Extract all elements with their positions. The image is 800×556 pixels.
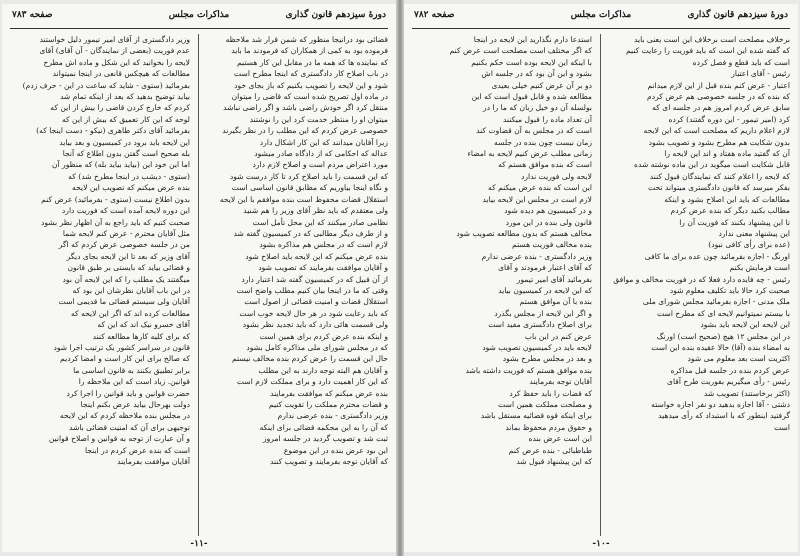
text-line: است که بنده عرض کردم در اینجا <box>84 445 190 455</box>
text-line: ثبت شد و تصویب گردید در جلسه امروز <box>262 434 388 444</box>
text-line: با اینکه این لایحه بوده است حکم بکنیم <box>471 57 592 67</box>
text-column-right <box>610 34 790 536</box>
text-line: بدون شکایت هم مطرح بشود و تصویب بشود <box>648 137 790 147</box>
text-line: (اکثر برخاستند) تصویب شد <box>703 388 790 398</box>
text-line: لازم است در مجلس این لایحه بیاید <box>482 194 592 204</box>
text-line: من در جلسه خصوصی عرض کردم که اگر <box>58 240 190 250</box>
text-line: برای اینکه قوه قضائیه مستقل باشد <box>480 411 592 421</box>
text-line: در این مجلس ۱۲ هیچ (صحیح است) اورنگ <box>656 331 790 341</box>
text-line: رئیس - رأی میگیریم بفوریت طرح آقای <box>667 377 790 387</box>
text-line: که آقایان توجه بفرمایند و تصویب کنند <box>270 457 388 467</box>
text-line: بنده عرض میکنم که تصویب این لایحه <box>72 183 190 193</box>
header-title: مذاکرات مجلس <box>570 10 632 20</box>
text-column-right <box>208 34 388 536</box>
text-line: این دوره لایحه آمده است که فوریت دارد <box>61 206 190 216</box>
page-header <box>414 10 788 26</box>
column-divider <box>600 34 601 536</box>
text-line: استدعا دارم نگذارید این لایحه در اینجا <box>473 35 592 44</box>
text-line: قابل شکایت است میگوید در این ماده نوشته شده <box>634 160 790 170</box>
text-line: و قضائی بیاید که بایستی بر طبق قانون <box>67 263 190 273</box>
text-line: که این لایحه در کمیسیون بیاید <box>498 285 592 295</box>
text-line: عدم فوریت (بعضی از نمایندگان - آن آقای) آقای <box>39 46 190 56</box>
text-line: مطالب بکنید دیگر که بنده عرض کردم <box>670 206 790 216</box>
text-line: دشتی - آقا اجازه بدهید دو نفر اجازه خواسته <box>651 400 790 409</box>
text-line: (عده برای رأی کافی نبود) <box>708 240 790 250</box>
text-line: سابق عرض کردم امروز هم در جلسه ای که <box>652 103 790 113</box>
text-line: مطالعات که هیچکس قانعی در اینجا نمیتواند <box>52 69 190 79</box>
text-line: این است که بنده عرض میکنم که <box>488 183 592 193</box>
text-line: مطالعات کرده اند که اگر این لایحه که <box>70 308 190 318</box>
text-line: برخلاف مصلحت است برخلاف این است یعنی باید <box>633 35 790 44</box>
text-line: این پیشنهاد معنی ندارد <box>718 228 790 238</box>
text-line: که این پیشنهاد قبول شد <box>516 457 592 467</box>
text-line: عرض کنم در این باب <box>524 331 592 341</box>
text-line: زمان نیست چون بنده در جلسه <box>494 137 592 147</box>
text-line: برابر تطبیق بکنند به قانون اساسی ما <box>73 365 190 375</box>
text-line: (ستوی - دیشب در اینجا مطرح شد) که <box>68 171 190 181</box>
text-line: که این کار اهمیت دارد و برای مملکت لازم است <box>236 377 388 387</box>
text-line: کرد (امیر تیمور - این دوره گفتند) کرده <box>668 114 790 124</box>
text-line: زیرا آقایان میدانند که این کار اشکال دارد <box>259 137 388 147</box>
text-line: توجیهی برای آن که امنیت قضائی باشد <box>68 422 190 432</box>
text-line: این است عرض بنده <box>528 434 592 444</box>
text-line: طباطبائی - بنده عرض کنم <box>508 445 592 455</box>
text-line: است که باید قطع و فصل کرده <box>692 57 790 67</box>
text-line: لایحه باید در کمیسیون تصویب شود <box>482 342 592 352</box>
book-gutter <box>396 0 404 556</box>
text-line: اکثریت است بعد معلوم می شود <box>687 354 790 364</box>
text-column-left <box>412 34 592 536</box>
text-line: این لایحه باید برود در کمیسیون و بعد بیاید <box>59 137 190 147</box>
text-line: آن تعداد ماده را قبول میکنند <box>502 114 592 124</box>
text-line: صحبت کرد حالا باید تکلیف معلوم شود <box>669 285 790 295</box>
text-line: بنده با آن موافق هستم <box>519 297 592 307</box>
page-footer: -۱۱- <box>190 539 208 549</box>
text-line: و نگاه اینجا بیاوریم که مطابق قانون اساسی است <box>231 183 388 193</box>
text-line: که قضات را باید حفظ کرد <box>509 388 592 398</box>
text-line: استقلال قضات و امنیت قضائی از اصول است <box>244 297 388 307</box>
text-line: خصوصی عرض کردم که این مطلب را در نظر بگیرند <box>222 126 388 136</box>
text-line: اورنگ - اجازه بفرمائید چون عده برای ما کافی <box>644 251 790 261</box>
text-line: دولت بهرحال بیاید عرض بکنم اینجا <box>80 400 190 409</box>
text-line: آقایان توجه بفرمایند <box>529 377 592 387</box>
text-line: بنده عرض میکنم که این لایحه باید اصلاح شود <box>245 251 388 261</box>
text-line: تا این پیشنهاد بکنند که فوریت آن را <box>679 217 790 227</box>
text-line: که آن را به این محکمه قضائی برای اینکه <box>259 422 388 432</box>
text-line: قانون در سراسر کشور یک ترتیب اجرا شود <box>53 342 190 352</box>
text-line: و اگر این لایحه از مجلس بگذرد <box>494 308 592 318</box>
text-line: که اگر مختلف است مصلحت است عرض کنم <box>449 46 592 56</box>
text-line: که برای کلیه کارها مطالعه کنند <box>92 331 190 341</box>
text-line: قوانین. زیاد است که این ملاحظه را <box>78 377 190 387</box>
text-column-left <box>10 34 190 536</box>
text-line: و در کمیسیون هم دیده شود <box>504 206 592 216</box>
text-line: از آن قبیل که در کمیسیون گفته شد اعتبار دارد <box>241 274 388 284</box>
text-line: آقایان ولی سیستم قضائی ما قدیمی است <box>58 297 190 307</box>
header-page-number: صفحه ۷۸۲ <box>414 10 455 20</box>
text-line: که این قسمت را باید اصلاح کرد تا کار درست شود <box>229 171 388 181</box>
text-line: قانون ولی بنده در این مورد <box>505 217 592 227</box>
text-line: بفرمائید آقای دکتر طاهری (نیکو - دست اینجا که) <box>36 126 190 136</box>
text-line: زمانی مطلب عرض کنیم لایحه به امضاء <box>467 149 592 159</box>
text-line: است که بنده موافق هستم که <box>498 160 592 170</box>
page-783 <box>2 4 396 552</box>
text-line: لوحه که این کار تعمیق که بیش از این که <box>61 114 190 124</box>
header-page-number: صفحه ۷۸۳ <box>12 10 53 20</box>
header-session: دورهٔ سیزدهم قانون گذاری <box>687 10 788 20</box>
text-line: برای اصلاح دادگستری مفید است <box>488 320 592 330</box>
text-line: نظامی صادر میکنند که این محل تأمل است <box>252 217 388 227</box>
text-line: در ماده اول تصریح شده است که قاضی را میتوان <box>231 92 388 102</box>
text-line: بله صحیح است گفتن بدون اطلاع که آنجا <box>62 149 190 159</box>
text-line: وزیر دادگستری از آقای امیر تیمور دلیل خواستند <box>39 35 190 44</box>
text-line: اما این خود این (بیاید بیاید بله) که منظور آن <box>51 160 190 170</box>
text-line: صحبت کنیم که باید راجع به آن اظهار نظر بشود <box>40 217 190 227</box>
text-line: که باید رعایت شود در هر حال لایحه خوب است <box>239 308 388 318</box>
text-line: ولی قسمت هائی دارد که باید تجدید نظر بشود <box>242 320 388 330</box>
text-line: لایحه را بخوانید که این شکل و ماده اش مطرح <box>43 57 190 67</box>
text-line: حال این قسمت را عرض کردم بنده مخالف نیستم <box>231 354 388 364</box>
text-line: که در مجلس شورای ملی مذاکره کامل بشود <box>246 342 388 352</box>
text-line: بیاید توضیح بدهید که بعد از اینکه تمام شد <box>59 92 190 102</box>
text-line: اعتبار - عرض کنم بنده قبل از این لازم میدانم <box>647 80 790 90</box>
text-line: بنده مخالف فوریت هستم <box>512 240 592 250</box>
text-line: و بعد در مجلس مطرح بشود <box>502 354 592 364</box>
text-line: آن که گفتید ماده هفتاد و اند این لایحه را <box>664 149 790 159</box>
text-line: لایحه ولی فوریت ندارد <box>520 171 592 181</box>
text-line: بولسله آن دو خیل زبان که ما را در <box>482 103 592 113</box>
text-line: که آقای اعتبار فرمودند و آقای <box>498 263 592 273</box>
text-line: و آقایان موافقت بفرمایند که تصویب شود <box>258 263 388 273</box>
text-line: عداله که احکامی که از دادگاه صادر میشود <box>254 149 388 159</box>
page-782 <box>404 4 798 552</box>
text-line: آقای وزیر که بعد تا این لایحه بجای دیگر <box>66 251 190 261</box>
text-line: مورد اعتراض مردم است و اصلاح لازم دارد <box>252 160 388 170</box>
text-line: بفرمائید آقای امیر تیمور <box>516 274 592 284</box>
page-footer: -۱۰- <box>592 539 610 549</box>
text-line: این بود عرض بنده در این موضوع <box>283 445 388 455</box>
text-line: که بنده که در جلسه خصوصی هم عرض کردم <box>647 92 790 102</box>
text-line: بشود و این آن بود که در جلسه اش <box>481 69 592 79</box>
header-title: مذاکرات مجلس <box>168 10 230 20</box>
header-session: دورهٔ سیزدهم قانون گذاری <box>285 10 386 20</box>
text-line: رئیس - چه فایده دارد فعلا که در فوریت مخالف و موافق <box>613 274 790 284</box>
text-line: رئیس - آقای اعتبار <box>731 69 790 79</box>
text-line: و آن عبارت از توجه به قوانین و اصلاح قوانین <box>48 434 190 444</box>
text-line: میگفتند یک مطلب را که این لایحه آن بود <box>62 274 190 284</box>
text-line: است <box>774 422 790 432</box>
text-line: در مجلس بنده ملاحظه کردم که این لایحه <box>59 411 190 421</box>
text-line: و قضات محترم مملکت را تقویت کنیم <box>268 400 388 409</box>
text-line: بنده موافق هستم که فوریت داشته باشد <box>465 365 592 375</box>
text-line: در باب اصلاح کار دادگستری که اینجا مطرح است <box>234 69 388 79</box>
text-line: این لایحه این لایحه باید بشود <box>700 320 790 330</box>
header-rule <box>412 28 790 29</box>
column-divider <box>198 34 199 536</box>
text-line: با بیستم نمیتوانیم لایحه ای که مطرح است <box>657 308 790 318</box>
text-line: و اینکه بنده عرض کردم برای همین است <box>259 331 388 341</box>
text-line: لازم است که در مجلس هم مذاکره بشود <box>259 240 388 250</box>
text-line: که نماینده ها که همه ما در مقابل این کار هستیم <box>236 57 388 67</box>
text-line: بدون اطلاع نیست (ستوی - بفرمائید) عرض کنم <box>41 194 190 204</box>
text-line: که گفته شده این است که باید فوریت را رعایت کنیم <box>625 46 790 56</box>
text-line: وقتی که ما در اینجا بیان کنیم مطلب واضح است <box>236 285 388 295</box>
text-line: ملک مدنی - اجازه بفرمائید مجلس شورای ملی <box>642 297 790 307</box>
text-line: و مصلحت مملکت همین است <box>498 400 592 409</box>
text-line: قضائی بود درانیجا منظور که شمن قرار شد ملاحظه <box>225 35 388 44</box>
text-line: بنده عرض میکنم که موافقت بفرمایند <box>270 388 388 398</box>
text-line: حضرت قوانین و باید قوانین را اجرا کرد <box>66 388 190 398</box>
text-line: شود و این لایحه را تصویب بکنیم که باز بجای خود <box>234 80 388 90</box>
text-line: میتوان او را منتظر خدمت کرد این را نوشتند <box>249 114 388 124</box>
text-line: آقایان موافقت بفرمایند <box>117 457 190 467</box>
text-line: ولی معتقدم که باید نظر آقای وزیر را هم شنید <box>243 206 388 216</box>
text-line: وزیر دادگستری - بنده عرضی ندارم <box>481 251 592 261</box>
text-line: عرض کردم بنده در جلسه قبل مذاکره <box>670 365 790 375</box>
text-line: مخالف هستم که بدون مطالعه تصویب شود <box>456 228 592 238</box>
text-line: فرموده بود به کمی از همکاران که فرمودند ما باید <box>231 46 388 56</box>
text-line: دو بر آن عرض کنیم خیلی بعیدی <box>491 80 592 90</box>
text-line: که صالح برای این کار است و امضا کردیم <box>60 354 190 364</box>
text-line: وزیر دادگستری - بنده عرضی ندارم <box>277 411 388 421</box>
text-line: به امضاء بنده (آقا) حالا عقیده بنده این است <box>651 342 790 352</box>
text-line: و آقایان هم البته توجه دارند به این مطلب <box>258 365 388 375</box>
header-rule <box>10 28 388 29</box>
text-line: مطالعه شده و قابل قبول است که این <box>471 92 592 102</box>
text-line: منتقل کرد اگر خودش راضی باشد و اگر راضی نباشد <box>223 103 388 113</box>
text-line: است فرمایش بکنم <box>729 263 790 273</box>
text-line: استقلال قضات محفوظ است بنده موافقم با این لایحه <box>219 194 388 204</box>
text-line: و از طرف دیگر مطالبی که در کمیسیون گفته شد <box>233 228 388 238</box>
text-line: آقای خسرو نیک اند که این که <box>97 320 190 330</box>
text-line: و حقوق مردم محفوظ بماند <box>505 422 592 432</box>
text-line: بفکر میرسد که قانون دادگستری میتواند تحت <box>648 183 790 193</box>
text-line: لازم اعلام داریم که مصلحت است که این لایحه <box>643 126 790 136</box>
text-line: مطالعات که باید این اصلاح بشود و اینکه <box>664 194 790 204</box>
text-line: کردم که خارج کردن قاضی را بیش از این که <box>50 103 190 113</box>
text-line: در این باب آقایان نظرشان این بود که <box>72 285 190 295</box>
text-line: که لایحه را اعلام کنند که نمایندگان قبول کنند <box>649 171 790 181</box>
text-line: است که در مجلس به آن قضاوت کند <box>476 126 592 136</box>
page-header <box>12 10 386 26</box>
text-line: بفرمائید (ستوی - شاید که ساعت در این - حرف زدم) <box>22 80 190 90</box>
text-line: گرفتید اینطور که با استبداد که رأی میدهید <box>658 411 790 421</box>
text-line: مثل آقایان محترم - عرض کنم لایحه شما <box>62 228 190 238</box>
